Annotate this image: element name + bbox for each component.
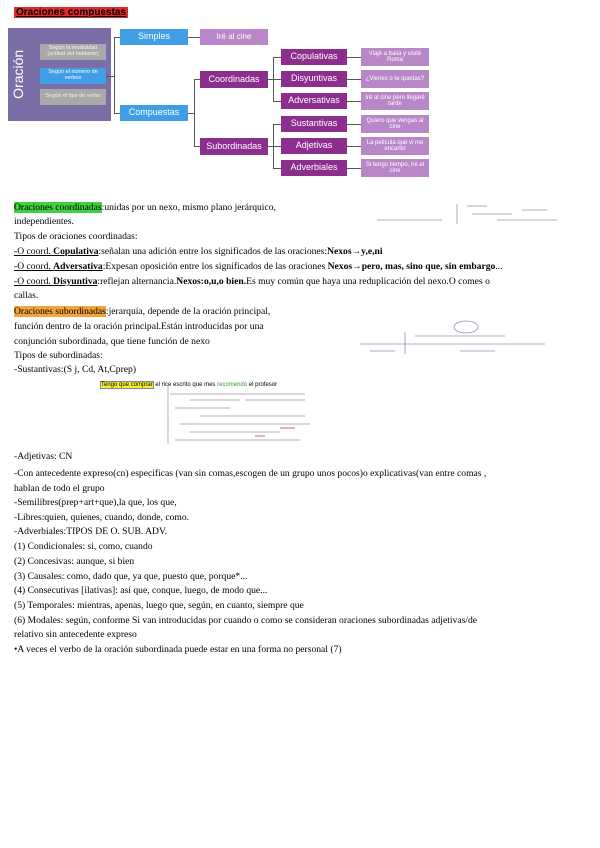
box-disyuntivas: Disyuntivas [281, 71, 347, 87]
sketch-part5: recomendó [217, 382, 248, 388]
criterion-numero-verbos: Según el número de verbos [40, 68, 106, 84]
coord-disyuntiva [14, 275, 490, 288]
box-adversativas: Adversativas [281, 93, 347, 109]
cop-nexos: Nexos→y,e,ni [327, 246, 383, 257]
cop-name: Copulativa [53, 246, 99, 257]
dis-nexos: Nexos:o,u,o bien. [176, 276, 247, 287]
sub-intro [14, 305, 270, 318]
adv-item-3: (3) Causales: como, dado que, ya que, puesto que, porque*... [14, 571, 248, 582]
box-simples-example: Iré al cine [200, 29, 268, 45]
adv-item-6: (6) Modales: según, conforme Si van introducidas por cuando o como se consideran oraciones subordinadas adjetivas/de [14, 615, 478, 626]
coord-adversativa [14, 260, 503, 273]
adv-name: Adversativa [53, 261, 103, 272]
adv-item-5: (5) Temporales: mientras, apenas, luego que, según, en cuanto, siempre que [14, 600, 304, 611]
sketch-part1: Tengo que comprar [101, 382, 153, 388]
adv-item-4: (4) Consecutivas [ilativas]: así que, conque, luego, de modo que... [14, 585, 268, 596]
coord-intro [14, 201, 276, 214]
example-copulativas: Viajé a Italia y visité Roma [361, 48, 429, 66]
box-compuestas: Compuestas [120, 105, 188, 121]
dis-line2: callas. [14, 290, 39, 301]
adv-item-2: (2) Concesivas: aunque, si bien [14, 556, 135, 567]
sketch-part2: el [153, 382, 162, 388]
adj-line1: -Con antecedente expreso(cn) especificas (van sin comas,escogen de un grupo unos pocos)o explicativas(van entre comas , [14, 468, 487, 479]
coord-intro-line2: independientes. [14, 216, 74, 227]
box-copulativas: Copulativas [281, 49, 347, 65]
criterion-tipo-verbo: Según el tipo de verbo [40, 89, 106, 105]
sub-line3: conjunción subordinada, que tiene función de nexo [14, 336, 210, 347]
analysis-sketch [80, 378, 320, 448]
diagram-root [8, 28, 29, 121]
sub-sketch [355, 318, 555, 358]
box-sustantivas: Sustantivas [281, 116, 347, 132]
box-subordinadas: Subordinadas [200, 138, 268, 155]
example-adversativas: Iré al cine pero llegaré tarde [361, 92, 429, 110]
coord-types-heading: Tipos de oraciones coordinadas: [14, 231, 138, 242]
sub-line2: función dentro de la oración principal.Están introducidas por una [14, 321, 264, 332]
page-title: Oraciones compuestas [16, 7, 127, 18]
sketch-lines [80, 378, 320, 448]
diagram-root-label: Oración [10, 49, 27, 100]
final-note: •A veces el verbo de la oración subordinada puede estar en una forma no personal (7) [14, 644, 342, 655]
dis-tail: Es muy común que haya una reduplicación del nexo.O comes o [246, 276, 490, 287]
sub-intro-text: :jerarquía, depende de la oración principal, [105, 306, 271, 317]
dis-prefix: -O coord. [14, 276, 54, 287]
sub-intro-highlight: Oraciones subordinadas [14, 306, 106, 317]
adv-nexos: Nexos→pero, mas, sino que, sin embargo [327, 261, 496, 272]
oracion-diagram [0, 0, 600, 190]
adv-item-1: (1) Condicionales: si, como, cuando [14, 541, 153, 552]
example-adjetivas: La película que vi me encantó [361, 137, 429, 155]
modales-line2: relativo sin antecedente expreso [14, 629, 137, 640]
example-sustantivas: Quiero que vengas al cine [361, 115, 429, 133]
sketch-part6: el profesor [247, 382, 278, 388]
sustantivas-line: -Sustantivas:(S j, Cd, At,Cprep) [14, 364, 137, 375]
libres-line: -Libres:quien, quienes, cuando, donde, como. [14, 512, 190, 523]
sketch-part4: escrito que mes [171, 382, 218, 388]
coord-intro-highlight: Oraciones coordinadas [14, 202, 102, 213]
box-adverbiales: Adverbiales [281, 160, 347, 176]
cop-prefix: -O coord. [14, 246, 54, 257]
criterion-modalidad: Según la modalidad (actitud del hablante) [40, 44, 106, 60]
adv-text: :Expesan oposición entre los significados de las oraciones [102, 261, 328, 272]
box-coordinadas: Coordinadas [200, 71, 268, 88]
sub-types-heading: Tipos de subordinadas: [14, 350, 103, 361]
box-simples: Simples [120, 29, 188, 45]
adv-prefix: -O coord. [14, 261, 54, 272]
adverbiales-line: -Adverbiales:TIPOS DE O. SUB. ADV. [14, 526, 168, 537]
dis-name: Disyuntiva [53, 276, 98, 287]
adv-tail: ... [495, 261, 503, 272]
sketch-part3: rice [161, 382, 172, 388]
adj-line2: hablan de todo el grupo [14, 483, 105, 494]
coord-copulativa [14, 245, 383, 258]
example-adverbiales: Si tengo tiempo, iré al cine [361, 159, 429, 177]
example-disyuntivas: ¿Vienes o te quedas? [361, 70, 429, 88]
dis-text: :reflejan alternancia. [97, 276, 177, 287]
coord-intro-text: :unidas por un nexo, mismo plano jerárquico, [101, 202, 276, 213]
box-adjetivas: Adjetivas [281, 138, 347, 154]
semilibres-line: -Semilibres(prep+art+que),la que, los que, [14, 497, 177, 508]
cop-text: :señalan una adición entre los significados de las oraciones: [98, 246, 328, 257]
adjetivas-line: -Adjetivas: CN [14, 451, 73, 462]
coord-sketch [372, 200, 562, 230]
